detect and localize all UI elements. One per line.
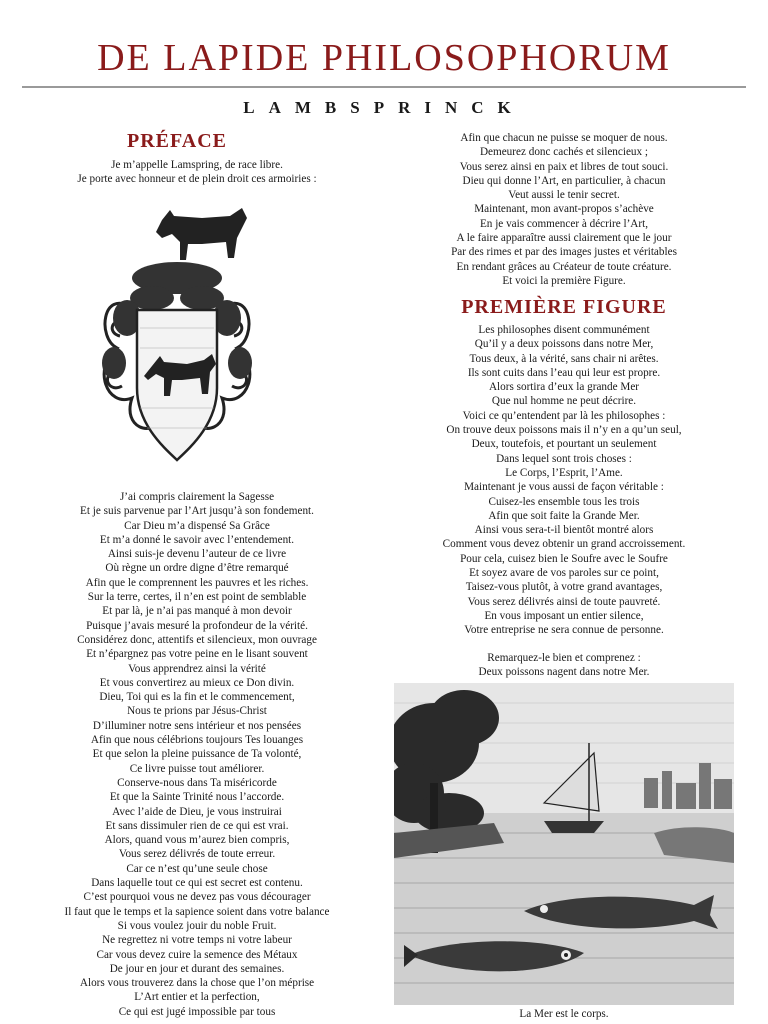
- verse-line: Dieu, Toi qui es la fin et le commencement,: [99, 691, 295, 704]
- verse-line: Alors vous trouverez dans la chose que l’on méprise: [79, 977, 315, 990]
- verse-line: A le faire apparaître aussi clairement que le jour: [456, 232, 672, 245]
- preface-intro: [20, 158, 374, 187]
- verse-line: Et que la Sainte Trinité nous l’accorde.: [109, 791, 285, 804]
- verse-line: Conserve-nous dans Ta miséricorde: [117, 776, 277, 789]
- verse-line: Ne regrettez ni votre temps ni votre labeur: [102, 934, 292, 947]
- verse-line: Ainsi vous sera-t-il bientôt montré alors: [474, 524, 654, 537]
- verse-line: Vous serez ainsi en paix et libres de tout souci.: [459, 160, 669, 173]
- verse-line: Ce livre puisse tout améliorer.: [129, 762, 265, 775]
- verse-line: J’ai compris clairement la Sagesse: [119, 491, 275, 503]
- verse-line: Veut aussi le tenir secret.: [508, 189, 620, 202]
- title-divider: [22, 86, 746, 88]
- verse-line: Car Dieu m’a dispensé Sa Grâce: [124, 519, 270, 532]
- verse-line: Votre entreprise ne sera connue de personne.: [464, 624, 664, 637]
- verse-line: Je porte avec honneur et de plein droit ces armoiries :: [77, 173, 317, 186]
- verse-line: Qu’il y a deux poissons dans notre Mer,: [474, 338, 654, 351]
- verse-line: Ils sont cuits dans l’eau qui leur est propre.: [467, 366, 661, 379]
- verse-line: Et vous convertirez au mieux ce Don divin.: [99, 676, 295, 689]
- verse-line: Car vous devez cuire la semence des Métaux: [96, 948, 298, 961]
- coat-of-arms-image: [92, 198, 262, 478]
- verse-line: Et je suis parvenue par l’Art jusqu’à son fondement.: [80, 505, 314, 518]
- preface-heading: PRÉFACE: [127, 130, 227, 152]
- verse-line: Ainsi suis-je devenu l’auteur de ce livre: [107, 548, 287, 561]
- verse-line: Où règne un ordre digne d’être remarqué: [105, 562, 289, 575]
- verse-line: Le Corps, l’Esprit, l’Ame.: [505, 466, 623, 479]
- verse-line: Alors, quand vous m’aurez bien compris,: [104, 834, 290, 847]
- verse-line: L’Art entier et la perfection,: [134, 991, 260, 1004]
- verse-line: Et que selon la pleine puissance de Ta volonté,: [92, 748, 302, 761]
- verse-line: Dans laquelle tout ce qui est secret est contenu.: [91, 877, 303, 890]
- verse-line: Je m’appelle Lamspring, de race libre.: [111, 159, 283, 171]
- verse-line: Pour cela, cuisez bien le Soufre avec le Soufre: [460, 552, 668, 565]
- verse-line: Ce qui est jugé impossible par tous: [118, 1005, 276, 1018]
- verse-line: Afin que le comprennent les pauvres et les riches.: [85, 576, 309, 589]
- verse-line: Et m’a donné le savoir avec l’entendement.: [99, 533, 295, 546]
- verse-line: Vous apprendrez ainsi la vérité: [128, 662, 266, 675]
- preface-verses: [20, 490, 374, 1019]
- verse-line: Afin que nous célébrions toujours Tes louanges: [90, 734, 304, 747]
- verse-line: Il faut que le temps et la sapience soient dans votre balance: [64, 905, 330, 918]
- verse-line: Maintenant je vous aussi de façon véritable :: [464, 481, 664, 494]
- verse-line: Les philosophes disent communément: [478, 324, 650, 336]
- verse-line: Vous serez délivrés de toute erreur.: [118, 848, 276, 861]
- verse-line: Cuisez-les ensemble tous les trois: [488, 495, 640, 508]
- figure-caption: La Mer est le corps.: [519, 1008, 609, 1020]
- verse-line: C’est pourquoi vous ne devez pas vous décourager: [83, 891, 311, 904]
- verse-line: Que nul homme ne peut décrire.: [491, 395, 637, 408]
- verse-line: Puisque j’avais mesuré la profondeur de la vérité.: [86, 619, 308, 632]
- preface-continued: [394, 131, 734, 288]
- first-figure-heading: PREMIÈRE FIGURE: [461, 296, 667, 318]
- verse-line: Et n’épargnez pas votre peine en le lisant souvent: [86, 648, 308, 661]
- verse-line: Vous serez délivrés ainsi de toute pauvreté.: [467, 595, 661, 608]
- verse-line: Et sans dissimuler rien de ce qui est vrai.: [105, 819, 289, 832]
- remark-lines: [394, 651, 734, 680]
- verse-line: En rendant grâces au Créateur de toute créature.: [456, 260, 672, 273]
- verse-line: Dans lequel sont trois choses :: [496, 452, 632, 465]
- verse-line: On trouve deux poissons mais il n’y en a qu’un seul,: [446, 424, 682, 437]
- author-name: LAMBSPRINCK: [243, 98, 525, 117]
- page-title: DE LAPIDE PHILOSOPHORUM: [97, 37, 671, 79]
- verse-line: En vous imposant un entier silence,: [484, 609, 644, 622]
- verse-line: Sur la terre, certes, il n’en est point de semblable: [87, 591, 307, 604]
- verse-line: Si vous voulez jouir du noble Fruit.: [117, 919, 277, 932]
- verse-line: Deux poissons nagent dans notre Mer.: [478, 666, 650, 679]
- verse-line: En je vais commencer à décrire l’Art,: [479, 217, 649, 230]
- first-figure-verses: [394, 323, 734, 638]
- verse-line: Demeurez donc cachés et silencieux ;: [479, 146, 649, 159]
- verse-line: Et voici la première Figure.: [502, 274, 626, 287]
- verse-line: Tous deux, à la vérité, sans chair ni arêtes.: [469, 352, 659, 365]
- verse-line: Car ce n’est qu’une seule chose: [126, 862, 268, 875]
- verse-line: Dieu qui donne l’Art, en particulier, à chacun: [462, 174, 666, 187]
- verse-line: Voici ce qu’entendent par là les philosophes :: [462, 409, 666, 422]
- sea-fishes-engraving: [394, 683, 734, 1005]
- verse-line: De jour en jour et durant des semaines.: [109, 962, 285, 975]
- verse-line: Et par là, je n’ai pas manqué à mon devoir: [102, 605, 292, 618]
- verse-line: Considérez donc, attentifs et silencieux, mon ouvrage: [77, 633, 317, 646]
- verse-line: Alors sortira d’eux la grande Mer: [488, 381, 640, 394]
- verse-line: Afin que chacun ne puisse se moquer de nous.: [460, 132, 668, 144]
- verse-line: Afin que soit faite la Grande Mer.: [488, 509, 640, 522]
- verse-line: Maintenant, mon avant-propos s’achève: [474, 203, 654, 216]
- verse-line: Comment vous devez obtenir un grand accroissement.: [442, 538, 686, 551]
- verse-line: Remarquez-le bien et comprenez :: [487, 652, 641, 664]
- verse-line: Et soyez avare de vos paroles sur ce point,: [469, 567, 659, 580]
- verse-line: Par des rimes et par des images justes et véritables: [451, 246, 677, 259]
- verse-line: Deux, toutefois, et pourtant un seulement: [471, 438, 657, 451]
- verse-line: Taisez-vous plutôt, à votre grand avantages,: [465, 581, 663, 594]
- verse-line: D’illuminer notre sens intérieur et nos pensées: [92, 719, 302, 732]
- verse-line: Avec l’aide de Dieu, je vous instruirai: [112, 805, 282, 818]
- verse-line: Nous te prions par Jésus-Christ: [127, 705, 267, 718]
